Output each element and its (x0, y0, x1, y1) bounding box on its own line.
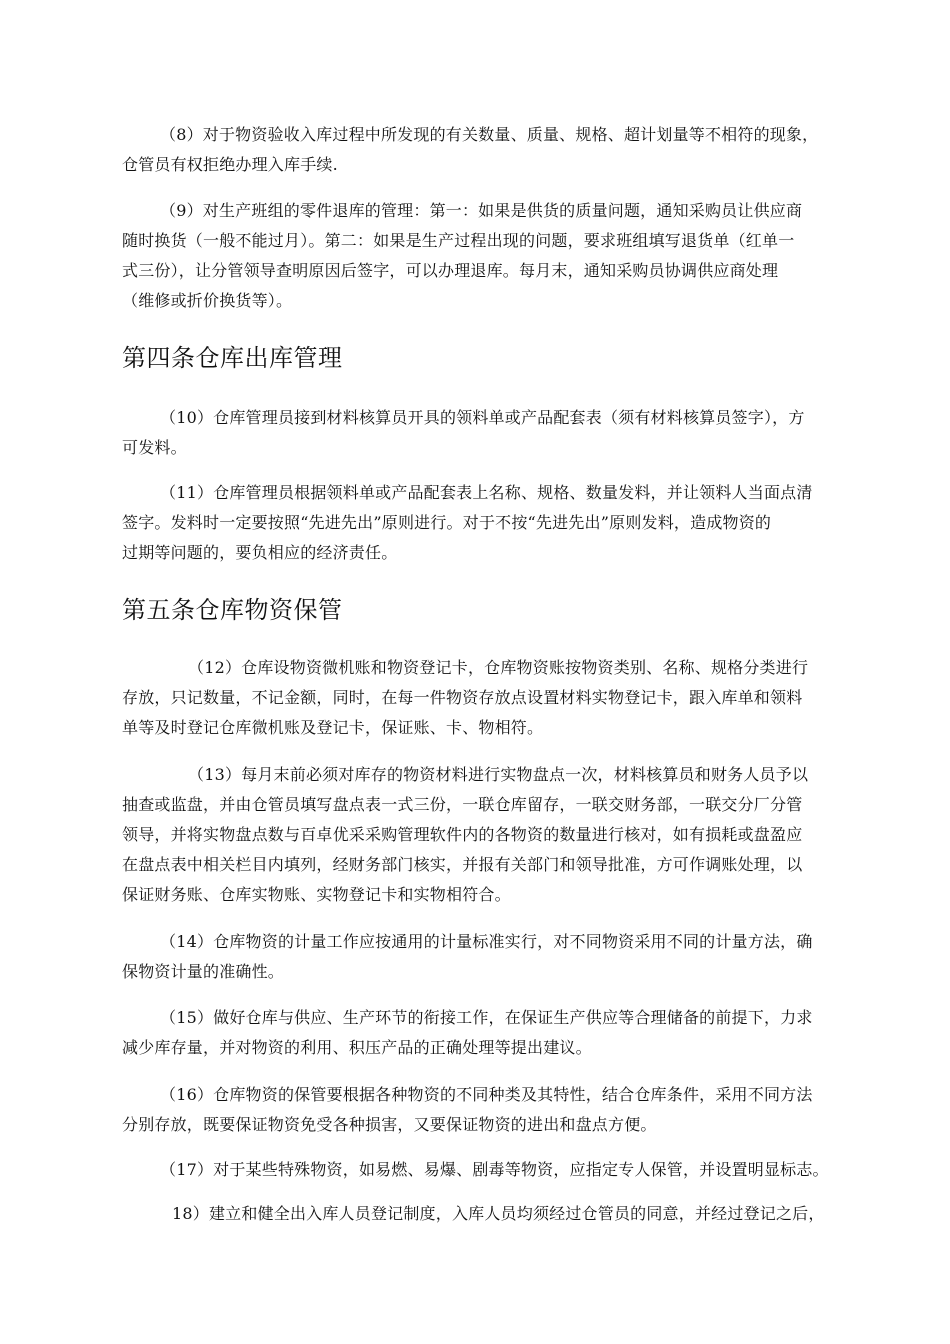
paragraph-11-line-1: （11）仓库管理员根据领料单或产品配套表上名称、规格、数量发料，并让领料人当面点清 (160, 483, 813, 502)
paragraph-8-line-2: 仓管员有权拒绝办理入库手续. (122, 155, 338, 174)
paragraph-10-line-2: 可发料。 (122, 438, 187, 457)
paragraph-17-line-1: （17）对于某些特殊物资，如易燃、易爆、剧毒等物资，应指定专人保管，并设置明显标志。 (160, 1160, 829, 1179)
paragraph-9-line-4: （维修或折价换货等）。 (122, 291, 293, 310)
paragraph-11-line-2: 签字。发料时一定要按照“先进先出”原则进行。对于不按“先进先出”原则发料，造成物资的 (122, 513, 772, 532)
paragraph-14-line-2: 保物资计量的准确性。 (122, 962, 285, 981)
paragraph-14-line-1: （14）仓库物资的计量工作应按通用的计量标准实行，对不同物资采用不同的计量方法，确 (160, 932, 813, 951)
paragraph-10 (122, 403, 842, 463)
paragraph-11-line-3: 过期等问题的，要负相应的经济责任。 (122, 543, 398, 562)
paragraph-15-line-2: 减少库存量，并对物资的利用、积压产品的正确处理等提出建议。 (122, 1038, 592, 1057)
paragraph-9-line-1: （9）对生产班组的零件退库的管理：第一：如果是供货的质量问题，通知采购员让供应商 (160, 201, 803, 220)
paragraph-13-line-5: 保证财务账、仓库实物账、实物登记卡和实物相符合。 (122, 885, 511, 904)
paragraph-9 (122, 196, 842, 316)
paragraph-12 (122, 653, 842, 743)
paragraph-8 (122, 120, 842, 180)
paragraph-13-line-2: 抽查或监盘，并由仓管员填写盘点表一式三份，一联仓库留存，一联交财务部，一联交分厂分管 (122, 795, 803, 814)
paragraph-18 (122, 1199, 842, 1229)
paragraph-13-line-3: 领导，并将实物盘点数与百卓优采采购管理软件内的各物资的数量进行核对，如有损耗或盘盈应 (122, 825, 803, 844)
paragraph-8-line-1: （8）对于物资验收入库过程中所发现的有关数量、质量、规格、超计划量等不相符的现象， (160, 125, 819, 144)
paragraph-15 (122, 1003, 842, 1063)
paragraph-10-line-1: （10）仓库管理员接到材料核算员开具的领料单或产品配套表（须有材料核算员签字），方 (160, 408, 805, 427)
paragraph-16 (122, 1080, 842, 1140)
paragraph-18-line-1: 18）建立和健全出入库人员登记制度，入库人员均须经过仓管员的同意，并经过登记之后， (172, 1204, 825, 1223)
paragraph-13-line-4: 在盘点表中相关栏目内填列，经财务部门核实，并报有关部门和领导批准，方可作调账处理，以 (122, 855, 803, 874)
paragraph-17 (122, 1155, 842, 1185)
paragraph-13-line-1: （13）每月末前必须对库存的物资材料进行实物盘点一次，材料核算员和财务人员予以 (188, 765, 809, 784)
paragraph-9-line-2: 随时换货（一般不能过月）。第二：如果是生产过程出现的问题，要求班组填写退货单（红单一 (122, 231, 795, 250)
paragraph-12-line-1: （12）仓库设物资微机账和物资登记卡，仓库物资账按物资类别、名称、规格分类进行 (188, 658, 809, 677)
paragraph-11 (122, 478, 842, 568)
paragraph-16-line-2: 分别存放，既要保证物资免受各种损害，又要保证物资的进出和盘点方便。 (122, 1115, 657, 1134)
paragraph-12-line-3: 单等及时登记仓库微机账及登记卡，保证账、卡、物相符。 (122, 718, 544, 737)
paragraph-12-line-2: 存放，只记数量，不记金额，同时，在每一件物资存放点设置材料实物登记卡，跟入库单和领料 (122, 688, 803, 707)
section-heading-4: 第四条仓库出库管理 (122, 344, 343, 372)
paragraph-13 (122, 760, 842, 910)
paragraph-15-line-1: （15）做好仓库与供应、生产环节的衔接工作，在保证生产供应等合理储备的前提下，力求 (160, 1008, 813, 1027)
paragraph-16-line-1: （16）仓库物资的保管要根据各种物资的不同种类及其特性，结合仓库条件，采用不同方法 (160, 1085, 813, 1104)
paragraph-14 (122, 927, 842, 987)
paragraph-9-line-3: 式三份），让分管领导查明原因后签字，可以办理退库。每月末，通知采购员协调供应商处理 (122, 261, 779, 280)
section-heading-5: 第五条仓库物资保管 (122, 596, 343, 624)
